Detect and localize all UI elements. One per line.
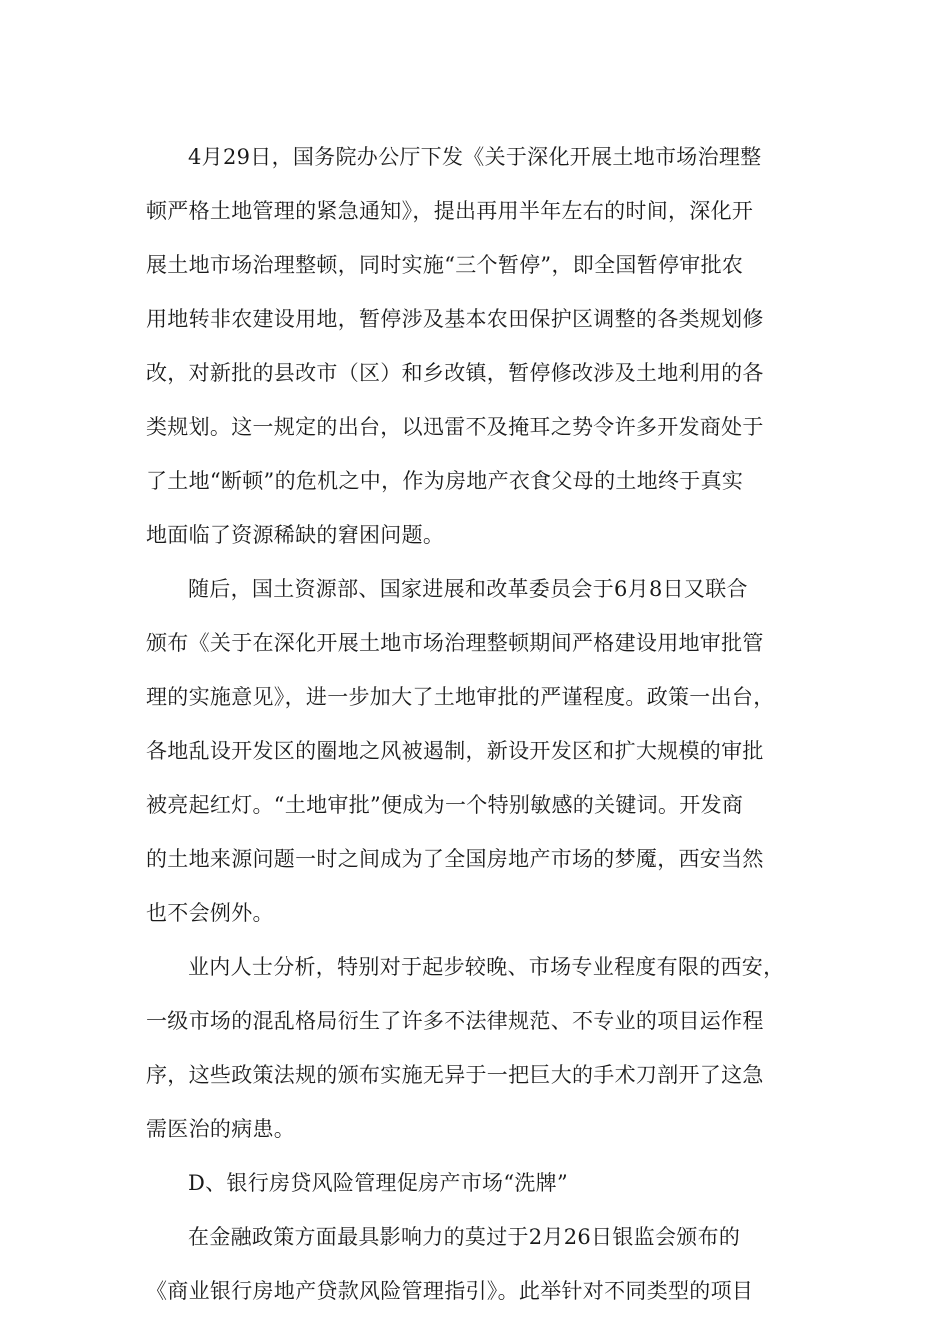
text-line: 在金融政策方面最具影响力的莫过于2月26日银监会颁布的 <box>188 1225 741 1249</box>
text-line: 颁布《关于在深化开展土地市场治理整顿期间严格建设用地审批管 <box>146 631 764 655</box>
text-line: 《商业银行房地产贷款风险管理指引》。此举针对不同类型的项目 <box>146 1279 754 1303</box>
text-line: 序，这些政策法规的颁布实施无异于一把巨大的手术刀剖开了这急 <box>146 1063 764 1087</box>
text-line: 被亮起红灯。“土地审批”便成为一个特别敏感的关键词。开发商 <box>146 793 744 817</box>
text-line: 改，对新批的县改市（区）和乡改镇，暂停修改涉及土地利用的各 <box>146 361 764 385</box>
text-line: 展土地市场治理整顿，同时实施“三个暂停”，即全国暂停审批农 <box>146 253 744 277</box>
text-line: 4月29日，国务院办公厅下发《关于深化开展土地市场治理整 <box>188 145 762 169</box>
text-line: 类规划。这一规定的出台，以迅雷不及掩耳之势令许多开发商处于 <box>146 415 764 439</box>
text-line: 也不会例外。 <box>146 901 274 925</box>
text-line: 需医治的病患。 <box>146 1117 296 1141</box>
text-line: 一级市场的混乱格局衍生了许多不法律规范、不专业的项目运作程 <box>146 1009 764 1033</box>
text-line: 顿严格土地管理的紧急通知》，提出再用半年左右的时间，深化开 <box>146 199 754 223</box>
document-body <box>146 130 806 1318</box>
text-line: 地面临了资源稀缺的窘困问题。 <box>146 523 445 547</box>
text-line: 各地乱设开发区的圈地之风被遏制，新设开发区和扩大规模的审批 <box>146 739 764 763</box>
text-line: 业内人士分析，特别对于起步较晚、市场专业程度有限的西安， <box>188 955 785 979</box>
section-heading: D、银行房贷风险管理促房产市场“洗牌” <box>188 1171 569 1195</box>
text-line: 用地转非农建设用地，暂停涉及基本农田保护区调整的各类规划修 <box>146 307 764 331</box>
text-line: 的土地来源问题一时之间成为了全国房地产市场的梦魇，西安当然 <box>146 847 764 871</box>
text-line: 了土地“断顿”的危机之中，作为房地产衣食父母的土地终于真实 <box>146 469 744 493</box>
text-line: 理的实施意见》，进一步加大了土地审批的严谨程度。政策一出台， <box>146 685 775 709</box>
text-line: 随后，国土资源部、国家进展和改革委员会于6月8日又联合 <box>188 577 748 601</box>
